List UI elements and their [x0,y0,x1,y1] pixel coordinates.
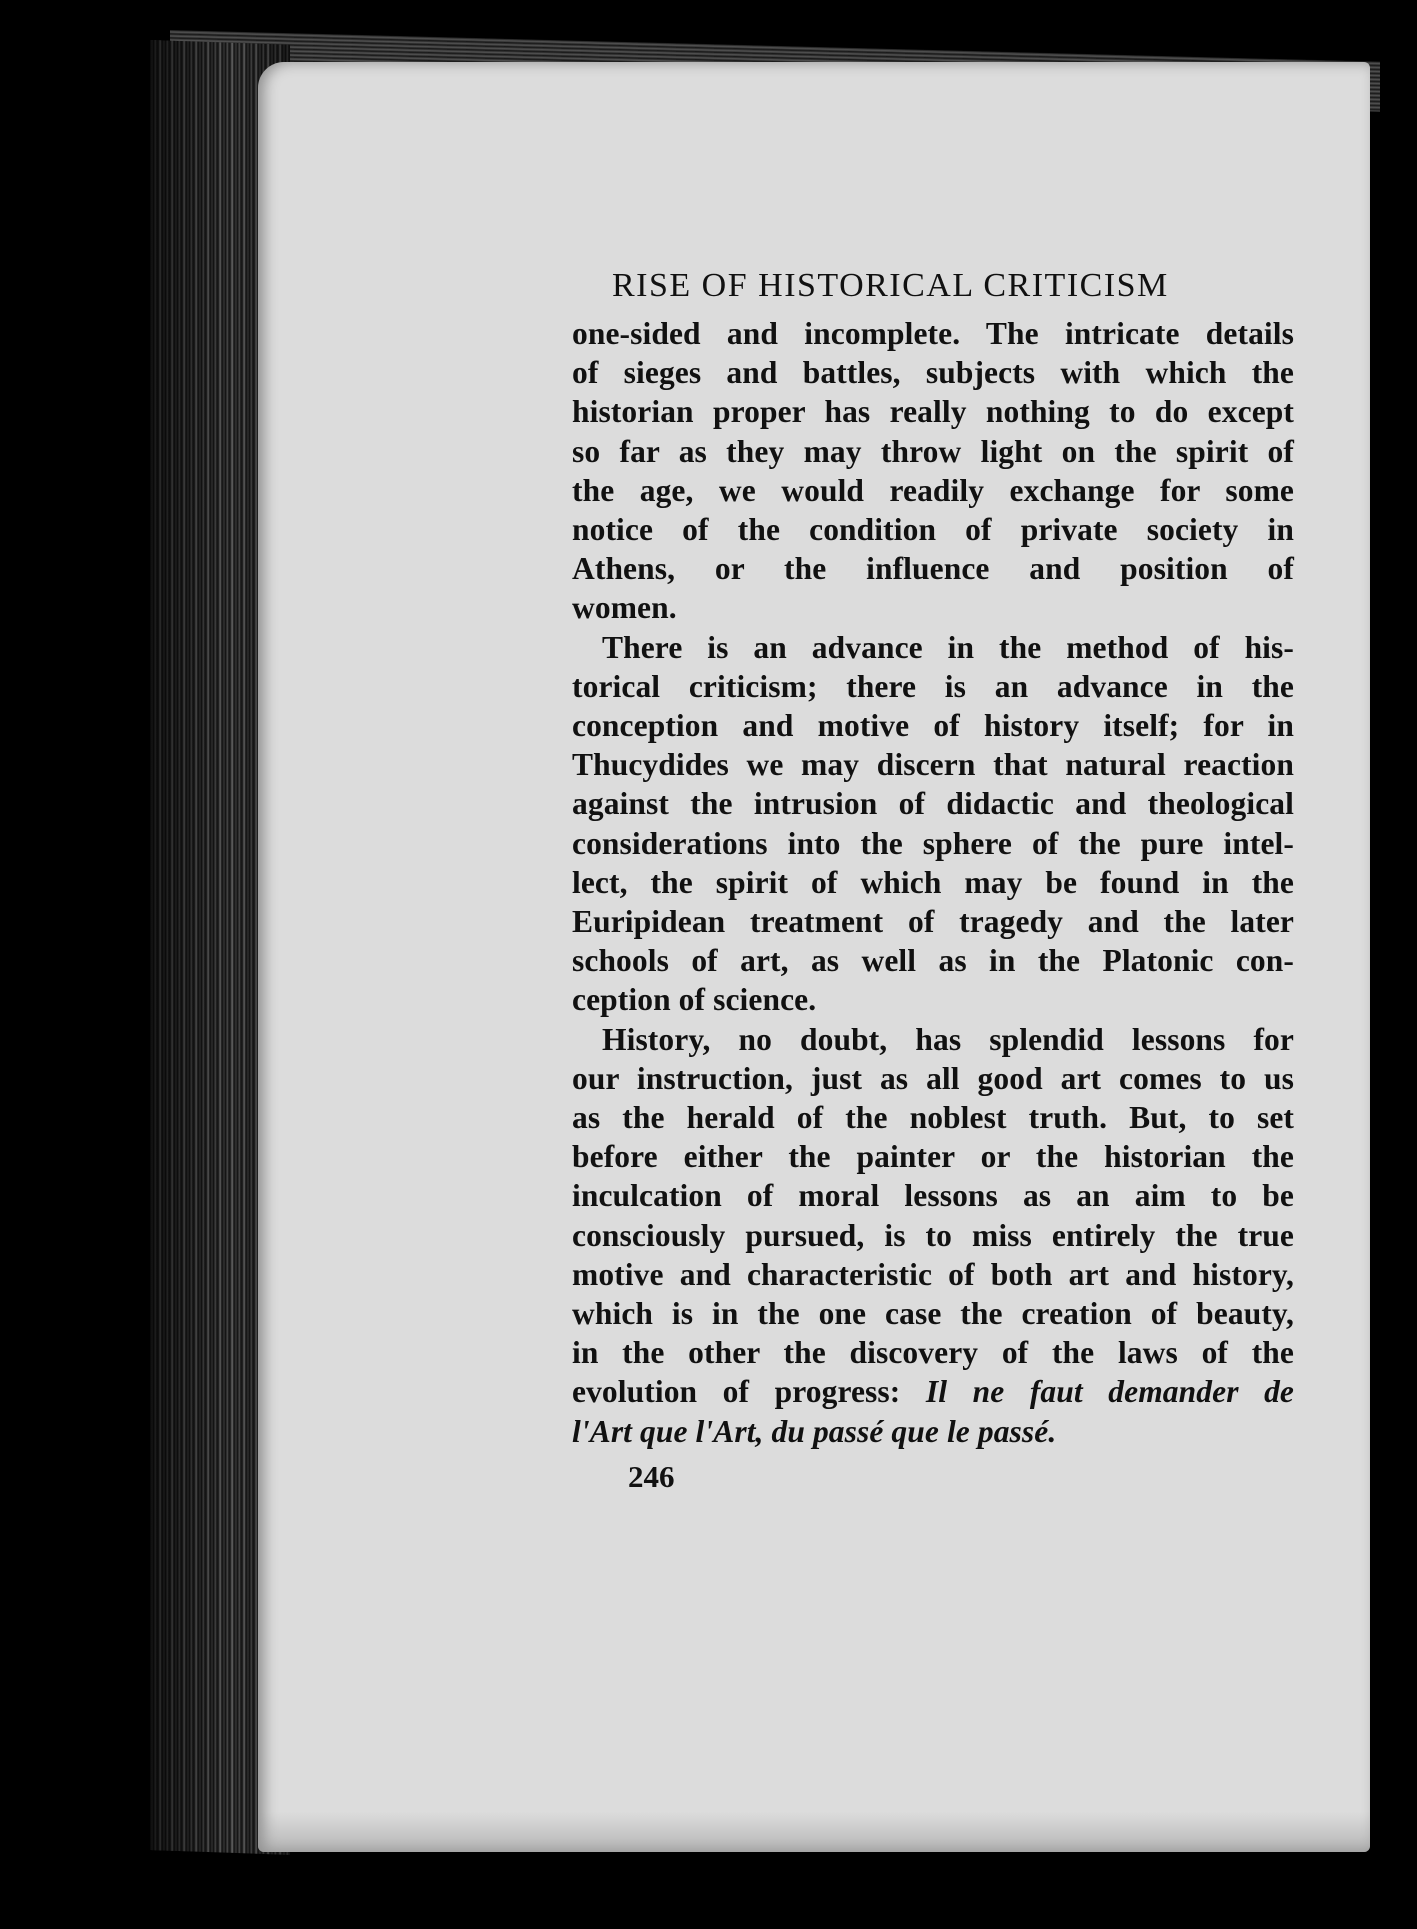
text-line: historian proper has really nothing to do except [572,394,1294,430]
text-line: History, no doubt, has splendid lessons for [602,1021,1294,1057]
page-number: 246 [628,1458,675,1494]
text-line: women. [572,590,677,626]
text-line: the age, we would readily exchange for some [572,472,1294,508]
text-line: torical criticism; there is an advance in the [572,668,1294,704]
text-line: our instruction, just as all good art comes to us [572,1060,1294,1096]
text-line: which is in the one case the creation of beauty, [572,1296,1294,1332]
text-line: as the herald of the noblest truth. But, to set [572,1100,1294,1136]
text-line: There is an advance in the method of his- [602,629,1294,665]
paragraph-2 [572,628,1294,1020]
text-line: Thucydides we may discern that natural reaction [572,747,1294,783]
running-head: RISE OF HISTORICAL CRITICISM [612,267,1169,304]
text-italic: l'Art que l'Art, du passé que le passé. [572,1413,1057,1449]
text-line: Athens, or the influence and position of [572,551,1294,587]
text-line: so far as they may throw light on the spirit of [572,433,1294,469]
text-line-italic [572,1412,1294,1451]
paragraph-1 [572,314,1294,628]
text-italic: Il ne faut demander de [925,1374,1294,1410]
text-line: of sieges and battles, subjects with which the [572,355,1294,391]
paragraph-3 [572,1020,1294,1451]
text-line: before either the painter or the historian the [572,1139,1294,1175]
text-line: notice of the condition of private society in [572,512,1294,548]
text-line: motive and characteristic of both art and history, [572,1256,1294,1292]
text-line-mixed [572,1372,1294,1411]
text-roman: evolution of progress: [572,1374,926,1410]
text-line: Euripidean treatment of tragedy and the later [572,904,1294,940]
text-line: lect, the spirit of which may be found in the [572,864,1294,900]
text-line: conception and motive of history itself; for in [572,708,1294,744]
text-line: against the intrusion of didactic and theological [572,786,1294,822]
text-line: consciously pursued, is to miss entirely the true [572,1217,1294,1253]
text-line: inculcation of moral lessons as an aim to be [572,1178,1294,1214]
text-line: in the other the discovery of the laws of the [572,1335,1294,1371]
text-line: one-sided and incomplete. The intricate details [572,316,1294,351]
text-line: considerations into the sphere of the pure intel- [572,825,1294,861]
text-line: ception of science. [572,982,817,1018]
page-text-block [572,262,1294,1497]
text-line: schools of art, as well as in the Platonic con- [572,943,1294,979]
